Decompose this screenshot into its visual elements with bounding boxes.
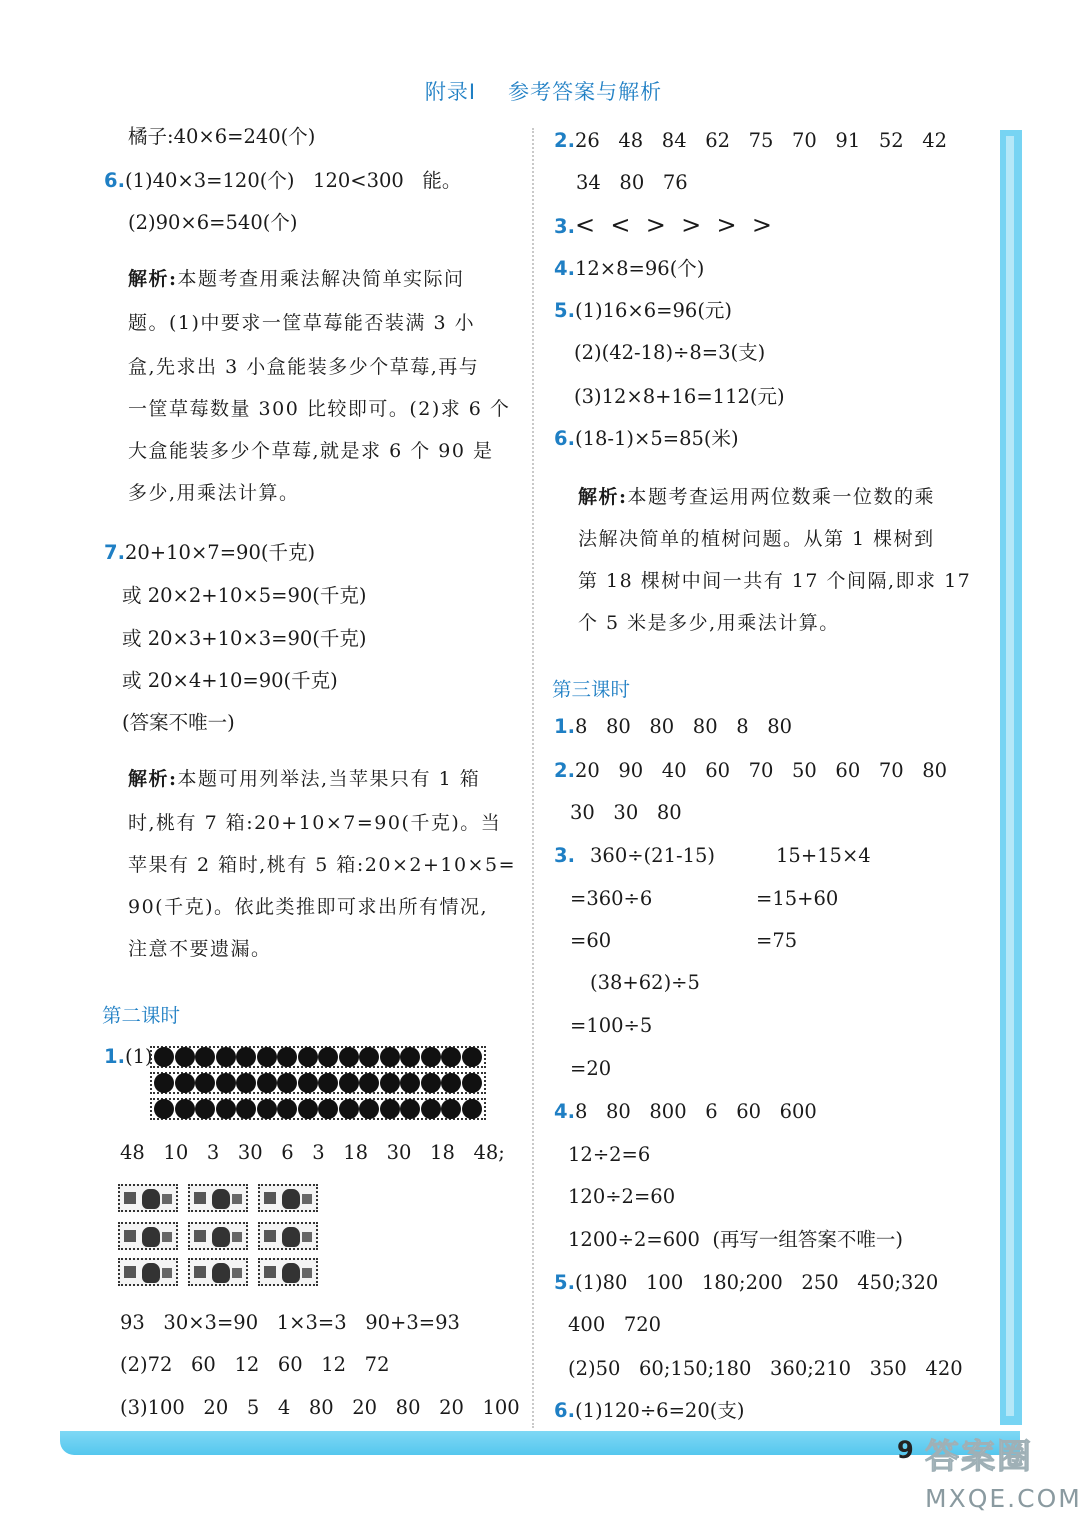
answer-line: 1200÷2=600 (再写一组答案不唯一) — [568, 1228, 904, 1251]
dot-icon — [154, 1047, 174, 1067]
watermark — [925, 1432, 1080, 1532]
question-3 — [554, 212, 772, 240]
dot-icon — [298, 1073, 318, 1093]
lesson3-question-6 — [554, 1398, 744, 1424]
dot-row-3 — [150, 1098, 486, 1120]
question-number: 3. — [554, 215, 575, 238]
question-number: 7. — [104, 541, 125, 564]
banknote-icon — [188, 1184, 248, 1212]
dot-icon — [359, 1099, 379, 1119]
explanation-line: 第 18 棵树中间一共有 17 个间隔,即求 17 — [578, 570, 972, 592]
lesson3-question-5 — [554, 1270, 938, 1296]
calc-step: =360÷6 — [570, 887, 653, 910]
dot-row-1 — [150, 1046, 486, 1068]
question-number: 4. — [554, 257, 575, 280]
banknote-icon — [188, 1222, 248, 1250]
question-number: 2. — [554, 129, 575, 152]
digit-mark — [194, 1230, 206, 1242]
dot-icon — [175, 1073, 195, 1093]
answer-line: (3)12×8+16=112(元) — [574, 385, 785, 408]
banknote-icon — [118, 1184, 178, 1212]
banknote-icon — [188, 1258, 248, 1286]
watermark-site: MXQE.COM — [925, 1484, 1082, 1513]
answer-text: (1)120÷6=20(支) — [574, 1399, 745, 1422]
digit-mark — [124, 1230, 136, 1242]
dot-icon — [175, 1047, 195, 1067]
appendix-label: 附录Ⅰ — [424, 80, 477, 104]
answer-line: 或 20×4+10=90(千克) — [122, 669, 338, 692]
dot-icon — [257, 1073, 277, 1093]
answer-text: (1) — [124, 1045, 153, 1068]
dot-icon — [236, 1047, 256, 1067]
question-number: 5. — [554, 299, 575, 322]
explanation-text: 本题可用列举法,当苹果只有 1 箱 — [177, 768, 481, 790]
question-7 — [104, 540, 315, 566]
dot-icon — [339, 1047, 359, 1067]
answer-line: 93 30×3=90 1×3=3 90+3=93 — [120, 1311, 460, 1334]
answer-text: (18-1)×5=85(米) — [574, 427, 739, 450]
dot-icon — [154, 1073, 174, 1093]
explanation-text: 本题考查运用两位数乘一位数的乘 — [627, 486, 936, 508]
digit-mark — [124, 1266, 136, 1278]
dot-icon — [462, 1099, 482, 1119]
dot-icon — [257, 1099, 277, 1119]
seal-mark — [302, 1232, 312, 1242]
explanation-line — [128, 266, 465, 292]
question-number: 1. — [104, 1045, 125, 1068]
question-number: 3. — [554, 844, 575, 867]
answer-text: 12×8=96(个) — [574, 257, 705, 280]
seal-mark — [162, 1232, 172, 1242]
seal-mark — [302, 1194, 312, 1204]
answer-line: (2)50 60;150;180 360;210 350 420 — [568, 1357, 963, 1380]
answer-line: (答案不唯一) — [122, 711, 235, 734]
answer-line: 400 720 — [568, 1313, 662, 1336]
digit-mark — [264, 1192, 276, 1204]
calc-step: =60 — [570, 929, 612, 952]
banknote-icon — [118, 1222, 178, 1250]
dot-icon — [441, 1073, 461, 1093]
portrait-icon — [282, 1189, 300, 1209]
answer-text: (1)16×6=96(元) — [574, 299, 733, 322]
explanation-line — [578, 484, 935, 510]
dot-icon — [195, 1099, 215, 1119]
page-header — [0, 76, 1087, 106]
seal-mark — [232, 1194, 242, 1204]
digit-mark — [264, 1230, 276, 1242]
banknote-icon — [258, 1258, 318, 1286]
explanation-line: 时,桃有 7 箱:20+10×7=90(千克)。当 — [128, 812, 502, 834]
answer-line: 橘子:40×6=240(个) — [128, 125, 316, 148]
dot-row-2 — [150, 1072, 486, 1094]
answer-line: 30 30 80 — [570, 801, 682, 824]
dot-icon — [318, 1099, 338, 1119]
dot-icon — [441, 1099, 461, 1119]
question-number: 5. — [554, 1271, 575, 1294]
answer-text: 8 80 80 80 8 80 — [574, 715, 793, 738]
explanation-line: 盒,先求出 3 小盒能装多少个草莓,再与 — [128, 356, 480, 378]
explanation-line: 注意不要遗漏。 — [128, 938, 272, 960]
lesson3-question-2 — [554, 758, 947, 784]
portrait-icon — [142, 1227, 160, 1247]
calc-step: 360÷(21-15) — [590, 844, 715, 867]
dot-icon — [216, 1047, 236, 1067]
dot-icon — [421, 1073, 441, 1093]
dot-icon — [236, 1099, 256, 1119]
dot-icon — [298, 1099, 318, 1119]
banknote-icon — [258, 1222, 318, 1250]
portrait-icon — [282, 1263, 300, 1283]
seal-mark — [162, 1268, 172, 1278]
dot-icon — [400, 1047, 420, 1067]
dot-icon — [277, 1047, 297, 1067]
explanation-label: 解析: — [128, 768, 178, 790]
question-6 — [104, 168, 461, 194]
answer-line: (2)90×6=540(个) — [128, 211, 298, 234]
question-number: 1. — [554, 715, 575, 738]
dot-icon — [339, 1073, 359, 1093]
portrait-icon — [212, 1189, 230, 1209]
answer-text: < < > > > > — [574, 211, 772, 239]
calc-step: =100÷5 — [570, 1014, 653, 1037]
explanation-line: 一筐草莓数量 300 比较即可。(2)求 6 个 — [128, 398, 511, 420]
dot-icon — [441, 1047, 461, 1067]
dot-icon — [277, 1073, 297, 1093]
question-5 — [554, 298, 732, 324]
banknote-icon — [258, 1184, 318, 1212]
dot-icon — [339, 1099, 359, 1119]
answer-line: (2)72 60 12 60 12 72 — [120, 1353, 390, 1376]
question-1 — [104, 1044, 153, 1070]
answer-text: 20 90 40 60 70 50 60 70 80 — [574, 759, 948, 782]
answer-text: 8 80 800 6 60 600 — [574, 1100, 817, 1123]
seal-mark — [162, 1194, 172, 1204]
dot-icon — [400, 1073, 420, 1093]
header-title: 参考答案与解析 — [508, 80, 663, 104]
portrait-icon — [282, 1227, 300, 1247]
answer-text: (1)40×3=120(个) 120<300 能。 — [124, 169, 462, 192]
explanation-line: 法解决简单的植树问题。从第 1 棵树到 — [578, 528, 935, 550]
dot-icon — [195, 1047, 215, 1067]
question-number: 6. — [554, 427, 575, 450]
dot-icon — [380, 1073, 400, 1093]
answer-line: 34 80 76 — [576, 171, 688, 194]
banknote-grid — [118, 1184, 324, 1288]
dot-icon — [236, 1073, 256, 1093]
answer-text: 26 48 84 62 75 70 91 52 42 — [574, 129, 948, 152]
seal-mark — [232, 1268, 242, 1278]
dot-icon — [175, 1099, 195, 1119]
explanation-label: 解析: — [578, 486, 628, 508]
section-heading-lesson-3: 第三课时 — [552, 678, 631, 701]
digit-mark — [194, 1266, 206, 1278]
dot-icon — [216, 1099, 236, 1119]
section-heading-lesson-2: 第二课时 — [102, 1004, 181, 1027]
dot-icon — [277, 1099, 297, 1119]
dot-icon — [216, 1073, 236, 1093]
answer-line: 120÷2=60 — [568, 1185, 676, 1208]
dot-icon — [359, 1073, 379, 1093]
answer-line: 或 20×3+10×3=90(千克) — [122, 627, 367, 650]
explanation-text: 本题考查用乘法解决简单实际问 — [177, 268, 465, 290]
dot-icon — [318, 1047, 338, 1067]
question-number: 2. — [554, 759, 575, 782]
answer-line: 48 10 3 30 6 3 18 30 18 48; — [120, 1141, 505, 1164]
answer-text: (1)80 100 180;200 250 450;320 — [574, 1271, 939, 1294]
portrait-icon — [142, 1189, 160, 1209]
calc-step: =15+60 — [756, 887, 839, 910]
lesson3-question-4 — [554, 1099, 817, 1125]
explanation-line: 大盒能装多少个草莓,就是求 6 个 90 是 — [128, 440, 494, 462]
answer-line: (3)100 20 5 4 80 20 80 20 100 — [120, 1396, 520, 1419]
column-divider — [532, 128, 534, 1428]
calc-step: =20 — [570, 1057, 612, 1080]
dot-icon — [359, 1047, 379, 1067]
seal-mark — [232, 1232, 242, 1242]
answer-line: 或 20×2+10×5=90(千克) — [122, 584, 367, 607]
dot-icon — [154, 1099, 174, 1119]
digit-mark — [264, 1266, 276, 1278]
watermark-brand: 答案圈 — [925, 1437, 1033, 1477]
dot-icon — [462, 1073, 482, 1093]
digit-mark — [194, 1192, 206, 1204]
question-2 — [554, 128, 947, 154]
lesson3-question-1 — [554, 714, 792, 740]
dot-icon — [380, 1047, 400, 1067]
explanation-line: 90(千克)。依此类推即可求出所有情况, — [128, 896, 489, 918]
dot-icon — [195, 1073, 215, 1093]
portrait-icon — [142, 1263, 160, 1283]
calc-step: 15+15×4 — [776, 844, 871, 867]
answer-line: (2)(42-18)÷8=3(支) — [574, 341, 766, 364]
calc-step: (38+62)÷5 — [590, 971, 700, 994]
question-number: 6. — [554, 1399, 575, 1422]
explanation-line — [128, 766, 480, 792]
seal-mark — [302, 1268, 312, 1278]
side-band-inner — [1006, 136, 1014, 1416]
question-6-right — [554, 426, 739, 452]
explanation-line: 题。(1)中要求一筐草莓能否装满 3 小 — [128, 312, 476, 334]
dot-icon — [298, 1047, 318, 1067]
question-number: 6. — [104, 169, 125, 192]
bottom-band — [60, 1431, 1020, 1455]
calc-step: =75 — [756, 929, 798, 952]
explanation-line: 苹果有 2 箱时,桃有 5 箱:20×2+10×5= — [128, 854, 516, 876]
page-number: 9 — [897, 1436, 914, 1464]
answer-text: 20+10×7=90(千克) — [124, 541, 316, 564]
portrait-icon — [212, 1227, 230, 1247]
dot-icon — [257, 1047, 277, 1067]
dot-icon — [421, 1099, 441, 1119]
portrait-icon — [212, 1263, 230, 1283]
question-number: 4. — [554, 1100, 575, 1123]
explanation-line: 个 5 米是多少,用乘法计算。 — [578, 612, 840, 634]
lesson3-question-3 — [554, 843, 575, 869]
dot-icon — [400, 1099, 420, 1119]
question-4 — [554, 256, 704, 282]
dot-icon — [380, 1099, 400, 1119]
dot-icon — [462, 1047, 482, 1067]
explanation-line: 多少,用乘法计算。 — [128, 482, 300, 504]
dot-icon — [421, 1047, 441, 1067]
dot-icon — [318, 1073, 338, 1093]
explanation-label: 解析: — [128, 268, 178, 290]
digit-mark — [124, 1192, 136, 1204]
answer-line: 12÷2=6 — [568, 1143, 651, 1166]
banknote-icon — [118, 1258, 178, 1286]
